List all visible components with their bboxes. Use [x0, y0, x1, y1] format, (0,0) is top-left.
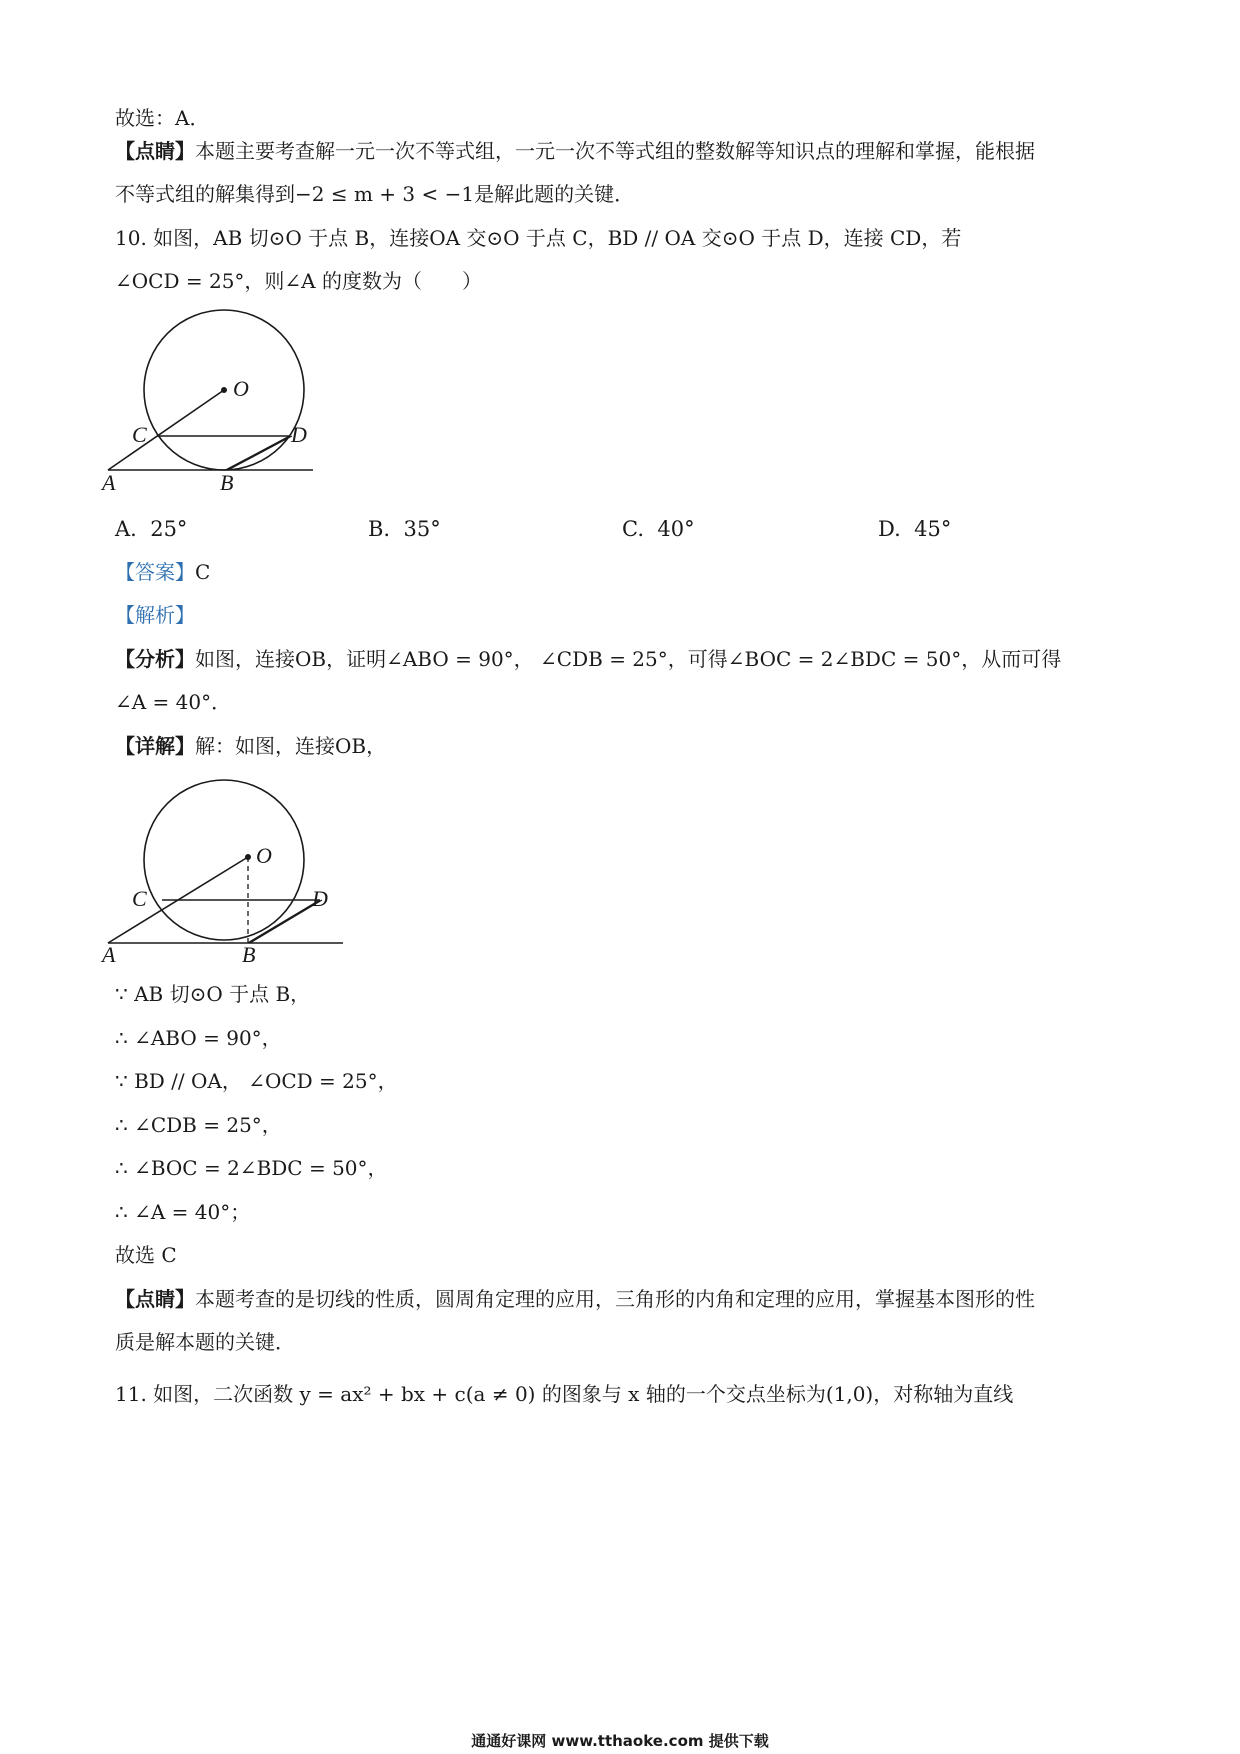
option-label: A.: [115, 517, 137, 541]
center-dot: [221, 387, 227, 393]
label-b: B: [220, 470, 234, 495]
analysis-line: [115, 601, 195, 629]
answer-value: C: [195, 560, 211, 584]
detail-text: 解：如图，连接OB，: [195, 734, 387, 758]
segment-bd-shadow: [228, 436, 292, 470]
option-d[interactable]: [878, 515, 951, 543]
geometry-diagram-1: [100, 300, 350, 500]
geometry-diagram-2: [100, 770, 350, 970]
segment-bd: [226, 436, 290, 470]
question-11-line: 11. 如图，二次函数 y = ax² + bx + c(a ≠ 0) 的图象与 x 轴的一个交点坐标为(1,0)，对称轴为直线: [115, 1382, 1014, 1406]
remark-tag: 【点睛】: [115, 139, 195, 163]
label-c: C: [132, 886, 147, 911]
option-b[interactable]: [368, 515, 441, 543]
detail-tag: 【详解】: [115, 734, 195, 758]
option-value: 25°: [150, 517, 188, 541]
question-10-line-2: ∠OCD = 25°，则∠A 的度数为（ ）: [115, 269, 482, 293]
text-line: 故选：A．: [115, 106, 210, 130]
answer-line: [115, 558, 210, 586]
center-dot: [245, 854, 251, 860]
dianjing-line-1: [115, 1285, 1035, 1313]
fenxi-line-2: ∠A = 40°．: [115, 690, 232, 714]
option-value: 45°: [914, 517, 952, 541]
dianjing-text: 本题考查的是切线的性质，圆周角定理的应用，三角形的内角和定理的应用，掌握基本图形的性: [195, 1287, 1035, 1311]
dianjing-line-2: 质是解本题的关键．: [115, 1330, 295, 1354]
step-line: ∴ ∠ABO = 90°，: [115, 1026, 282, 1050]
option-label: B.: [368, 517, 391, 541]
footer-watermark: 通通好课网 www.tthaoke.com 提供下载: [471, 1732, 769, 1750]
circle: [144, 780, 304, 940]
conclusion-line: 故选 C: [115, 1243, 177, 1267]
analysis-tag: 【解析】: [115, 603, 195, 627]
label-d: D: [291, 422, 307, 447]
detail-line: [115, 732, 386, 760]
fenxi-line-1: [115, 645, 1061, 673]
fenxi-tag: 【分析】: [115, 647, 195, 671]
step-line: ∵ BD // OA， ∠OCD = 25°，: [115, 1069, 398, 1093]
step-line: ∵ AB 切⊙O 于点 B，: [115, 982, 311, 1006]
remark-text: 本题主要考查解一元一次不等式组，一元一次不等式组的整数解等知识点的理解和掌握，能根据: [195, 139, 1035, 163]
fenxi-text: 如图，连接OB，证明∠ABO = 90°， ∠CDB = 25°，可得∠BOC = 2∠BDC = 50°，从而可得: [195, 647, 1062, 671]
label-o: O: [256, 843, 272, 868]
option-value: 35°: [403, 517, 441, 541]
label-b: B: [242, 942, 256, 967]
option-label: D.: [878, 517, 901, 541]
option-value: 40°: [657, 517, 695, 541]
remark-line: [115, 137, 1035, 165]
dianjing-tag: 【点睛】: [115, 1287, 195, 1311]
question-10-line-1: 10. 如图，AB 切⊙O 于点 B，连接OA 交⊙O 于点 C，BD // OA 交⊙O 于点 D，连接 CD，若: [115, 226, 962, 250]
label-c: C: [132, 422, 147, 447]
step-line: ∴ ∠BOC = 2∠BDC = 50°，: [115, 1156, 388, 1180]
label-d: D: [312, 886, 328, 911]
label-a: A: [102, 942, 116, 967]
step-line: ∴ ∠A = 40°；: [115, 1200, 251, 1224]
segment-bd: [248, 900, 320, 943]
answer-tag: 【答案】: [115, 560, 195, 584]
label-o: O: [233, 376, 249, 401]
option-label: C.: [622, 517, 644, 541]
option-c[interactable]: [622, 515, 695, 543]
segment-oa: [108, 390, 224, 470]
label-a: A: [102, 470, 116, 495]
option-a[interactable]: [115, 515, 187, 543]
step-line: ∴ ∠CDB = 25°，: [115, 1113, 282, 1137]
text-line: 不等式组的解集得到−2 ≤ m + 3 < −1是解此题的关键．: [115, 182, 635, 206]
